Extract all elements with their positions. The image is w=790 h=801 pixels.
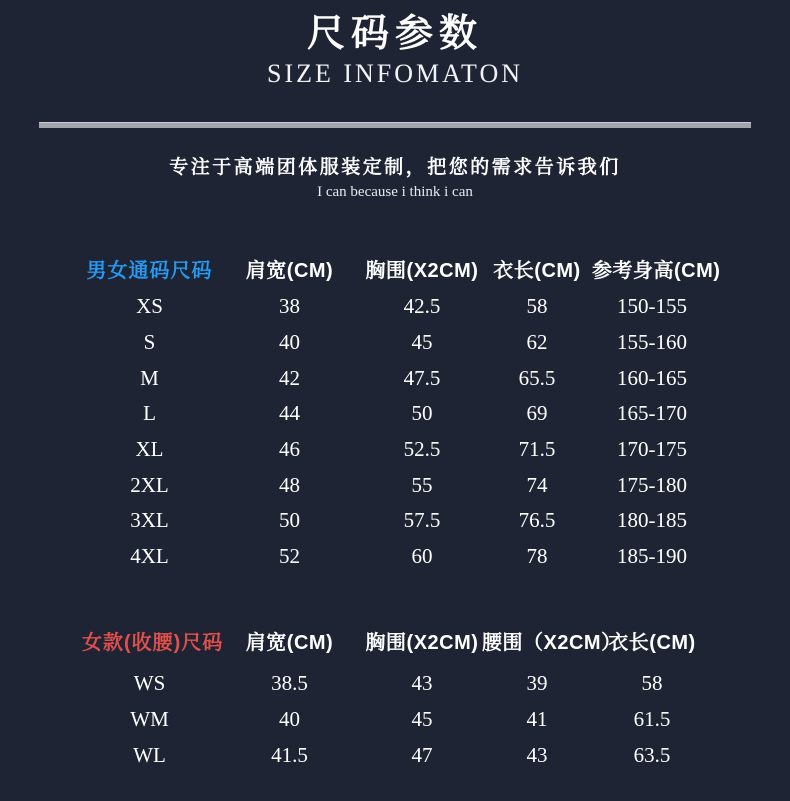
table-row-xs xyxy=(82,289,790,325)
table-row-xl xyxy=(82,432,790,468)
size-value: 180-185 xyxy=(617,508,687,533)
column-header-waist: 腰围（X2CM） xyxy=(482,632,622,654)
table-row-ws xyxy=(82,666,790,702)
table-row-4xl xyxy=(82,539,790,575)
size-label: L xyxy=(143,401,156,426)
size-value: 50 xyxy=(411,401,433,426)
size-label: M xyxy=(140,365,159,390)
size-label: 4XL xyxy=(130,544,169,569)
size-value: 50 xyxy=(279,508,300,533)
size-value: 47 xyxy=(411,743,433,767)
size-label: WM xyxy=(130,707,169,731)
table-row-wm xyxy=(82,702,790,738)
size-value: 44 xyxy=(279,401,300,426)
size-value: 41.5 xyxy=(271,743,308,767)
size-value: 74 xyxy=(526,472,548,497)
size-value: 175-180 xyxy=(617,472,687,497)
tagline-chinese: 专注于高端团体服装定制，把您的需求告诉我们 xyxy=(169,157,621,178)
size-label: WS xyxy=(133,671,166,695)
size-value: 39 xyxy=(526,671,548,695)
size-value: 46 xyxy=(279,437,300,462)
column-header-chest: 胸围(X2CM) xyxy=(365,259,479,282)
column-header-height: 参考身高(CM) xyxy=(592,259,721,282)
size-value: 55 xyxy=(411,472,433,497)
tagline-english: I can because i think i can xyxy=(317,184,473,200)
column-header-length: 衣长(CM) xyxy=(608,632,696,654)
size-value: 155-160 xyxy=(617,330,687,355)
table-row-m xyxy=(82,360,790,396)
table-row-l xyxy=(82,396,790,432)
women-size-table xyxy=(82,616,790,774)
table-row-s xyxy=(82,325,790,361)
size-value: 47.5 xyxy=(403,365,441,390)
size-value: 45 xyxy=(411,330,433,355)
size-value: 42 xyxy=(279,365,300,390)
size-value: 78 xyxy=(526,544,548,569)
column-header-shoulder: 肩宽(CM) xyxy=(245,632,334,654)
column-header-chest: 胸围(X2CM) xyxy=(365,632,479,654)
unisex-table-title: 男女通码尺码 xyxy=(86,259,213,282)
unisex-size-table xyxy=(82,247,790,575)
size-value: 71.5 xyxy=(518,437,556,462)
size-value: 48 xyxy=(279,472,300,497)
size-value: 38.5 xyxy=(271,671,308,695)
page-title-chinese: 尺码参数 xyxy=(306,10,483,55)
size-value: 41 xyxy=(526,707,548,731)
column-header-length: 衣长(CM) xyxy=(493,259,581,282)
size-value: 42.5 xyxy=(403,294,441,319)
size-value: 43 xyxy=(526,743,548,767)
size-value: 160-165 xyxy=(617,365,687,390)
page-title-english: SIZE INFOMATON xyxy=(266,59,524,88)
women-table-header-row xyxy=(82,616,790,666)
size-value: 185-190 xyxy=(617,544,687,569)
size-label: S xyxy=(143,330,156,355)
size-value: 58 xyxy=(641,671,663,695)
size-value: 58 xyxy=(526,294,548,319)
size-label: 3XL xyxy=(130,508,169,533)
table-row-3xl xyxy=(82,503,790,539)
size-value: 45 xyxy=(411,707,433,731)
size-label: 2XL xyxy=(130,472,169,497)
unisex-table-header-row xyxy=(82,247,790,289)
size-value: 52 xyxy=(279,544,300,569)
size-value: 62 xyxy=(526,330,548,355)
size-value: 52.5 xyxy=(403,437,441,462)
size-label: XL xyxy=(135,437,164,462)
horizontal-divider xyxy=(39,122,751,128)
size-value: 40 xyxy=(279,707,300,731)
size-value: 150-155 xyxy=(617,294,687,319)
size-value: 69 xyxy=(526,401,548,426)
size-value: 60 xyxy=(411,544,433,569)
size-value: 65.5 xyxy=(518,365,556,390)
women-table-title: 女款(收腰)尺码 xyxy=(82,632,224,654)
size-label: XS xyxy=(136,294,163,319)
table-row-2xl xyxy=(82,467,790,503)
size-value: 57.5 xyxy=(403,508,441,533)
size-value: 40 xyxy=(279,330,300,355)
size-label: WL xyxy=(133,743,166,767)
size-value: 165-170 xyxy=(617,401,687,426)
size-value: 38 xyxy=(279,294,300,319)
size-value: 61.5 xyxy=(633,707,671,731)
column-header-shoulder: 肩宽(CM) xyxy=(245,259,334,282)
table-row-wl xyxy=(82,738,790,774)
size-value: 170-175 xyxy=(617,437,687,462)
size-value: 43 xyxy=(411,671,433,695)
size-value: 76.5 xyxy=(518,508,556,533)
size-value: 63.5 xyxy=(633,743,671,767)
